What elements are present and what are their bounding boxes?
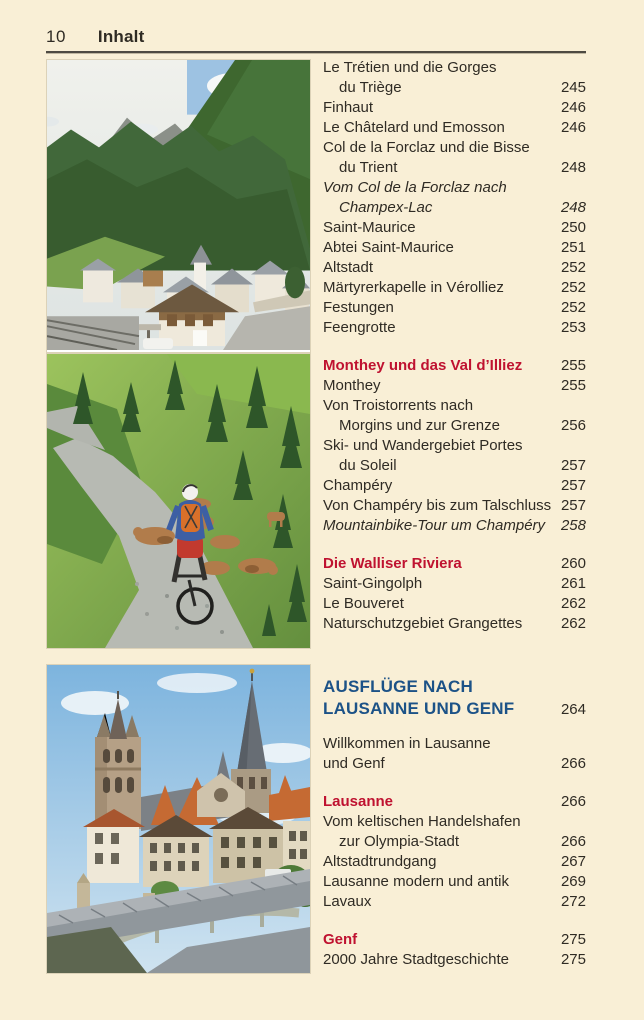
toc-entry bbox=[323, 574, 586, 594]
toc-entry-lines bbox=[323, 516, 554, 536]
toc-entry-line: du Triège bbox=[339, 79, 402, 96]
toc-entry-lines bbox=[323, 812, 554, 852]
toc-entry bbox=[323, 676, 586, 720]
toc-entry-page-number: 266 bbox=[560, 755, 586, 772]
toc-entry-page-number: 261 bbox=[560, 575, 586, 592]
toc-entry-lines bbox=[323, 574, 554, 594]
toc-entry bbox=[323, 138, 586, 178]
toc-entry-lines bbox=[323, 58, 554, 98]
toc-entry-lines bbox=[323, 356, 554, 376]
toc-entry-lines bbox=[323, 178, 554, 218]
toc-entry bbox=[323, 118, 586, 138]
toc-entry-page-number: 275 bbox=[560, 931, 586, 948]
toc-entry-page-number: 256 bbox=[560, 417, 586, 434]
toc-entry-line: Le Bouveret bbox=[323, 595, 404, 612]
toc-entry-page-number: 257 bbox=[560, 477, 586, 494]
toc-entry-page-number: 257 bbox=[560, 497, 586, 514]
toc-entry-lines bbox=[323, 614, 554, 634]
page-title: Inhalt bbox=[97, 27, 145, 46]
toc-entry-line: Monthey und das Val d’Illiez bbox=[323, 357, 523, 374]
toc-entry-line: Finhaut bbox=[323, 99, 374, 116]
toc-entry bbox=[323, 178, 586, 218]
toc-entry bbox=[323, 872, 586, 892]
toc-entry-line: 2000 Jahre Stadtgeschichte bbox=[323, 951, 509, 968]
toc-entry-page-number: 255 bbox=[560, 357, 586, 374]
folio-page-number: 10 bbox=[46, 27, 66, 46]
toc-entry-page-number: 251 bbox=[560, 239, 586, 256]
toc-entry bbox=[323, 396, 586, 436]
toc-entry-line: und Genf bbox=[323, 755, 385, 772]
toc-entry-lines bbox=[323, 98, 554, 118]
toc bbox=[323, 58, 586, 970]
toc-entry-line: du Soleil bbox=[339, 457, 397, 474]
toc-entry-page-number: 266 bbox=[560, 833, 586, 850]
toc-entry-line: Genf bbox=[323, 931, 358, 948]
toc-entry bbox=[323, 436, 586, 476]
toc-entry-page-number: 267 bbox=[560, 853, 586, 870]
toc-entry-page-number: 257 bbox=[560, 457, 586, 474]
toc-entry-lines bbox=[323, 436, 554, 476]
toc-entry-line: Abtei Saint-Maurice bbox=[323, 239, 454, 256]
toc-entry-page-number: 262 bbox=[560, 615, 586, 632]
toc-entry-line: Naturschutzgebiet Grangettes bbox=[323, 615, 523, 632]
toc-entry bbox=[323, 58, 586, 98]
toc-entry bbox=[323, 852, 586, 872]
toc-entry-page-number: 264 bbox=[560, 701, 586, 718]
toc-entry-line: Vom keltischen Handelshafen bbox=[323, 813, 521, 830]
toc-entry-page-number: 248 bbox=[560, 159, 586, 176]
toc-entry-page-number: 250 bbox=[560, 219, 586, 236]
toc-entry bbox=[323, 376, 586, 396]
toc-entry-line: Le Trétien und die Gorges bbox=[323, 59, 497, 76]
toc-entry-lines bbox=[323, 278, 554, 298]
toc-entry bbox=[323, 476, 586, 496]
header-rule bbox=[46, 27, 586, 53]
toc-entry-page-number: 252 bbox=[560, 259, 586, 276]
toc-entry-lines bbox=[323, 218, 554, 238]
toc-entry-line: Champéry bbox=[323, 477, 393, 494]
toc-entry-lines bbox=[323, 872, 554, 892]
toc-entry-lines bbox=[323, 376, 554, 396]
toc-entry-line: Mountainbike-Tour um Champéry bbox=[323, 517, 546, 534]
toc-entry-line: du Trient bbox=[339, 159, 398, 176]
toc-entry bbox=[323, 278, 586, 298]
toc-entry-line: Märtyrerkapelle in Vérolliez bbox=[323, 279, 504, 296]
toc-entry-line: Ski- und Wandergebiet Portes bbox=[323, 437, 523, 454]
toc-entry-lines bbox=[323, 852, 554, 872]
toc-entry bbox=[323, 892, 586, 912]
toc-entry-line: Altstadtrundgang bbox=[323, 853, 437, 870]
toc-entry bbox=[323, 238, 586, 258]
toc-entry-lines bbox=[323, 118, 554, 138]
toc-entry-page-number: 245 bbox=[560, 79, 586, 96]
lausanne-cathedral-and-bridge-photo bbox=[47, 665, 310, 973]
toc-entry-line: Col de la Forclaz und die Bisse bbox=[323, 139, 530, 156]
toc-entry bbox=[323, 792, 586, 812]
toc-entry-line: Lausanne bbox=[323, 793, 394, 810]
toc-entry-page-number: 246 bbox=[560, 119, 586, 136]
toc-entry bbox=[323, 554, 586, 574]
toc-entry-lines bbox=[323, 950, 554, 970]
toc-entry bbox=[323, 516, 586, 536]
toc-entry-lines bbox=[323, 258, 554, 278]
toc-entry-line: AUSFLÜGE NACH bbox=[323, 677, 473, 696]
toc-entry-page-number: 269 bbox=[560, 873, 586, 890]
toc-entry-line: Morgins und zur Grenze bbox=[339, 417, 500, 434]
toc-entry-page-number: 252 bbox=[560, 299, 586, 316]
toc-entry-line: zur Olympia-Stadt bbox=[339, 833, 460, 850]
toc-entry-page-number: 275 bbox=[560, 951, 586, 968]
toc-entry-line: LAUSANNE UND GENF bbox=[323, 699, 515, 718]
toc-entry-line: Von Champéry bis zum Talschluss bbox=[323, 497, 552, 514]
toc-entry-line: Lausanne modern und antik bbox=[323, 873, 509, 890]
toc-entry-line: Altstadt bbox=[323, 259, 374, 276]
toc-entry bbox=[323, 98, 586, 118]
toc-entry-line: Le Châtelard und Emosson bbox=[323, 119, 505, 136]
toc-entry-lines bbox=[323, 734, 554, 774]
toc-entry-line: Saint-Gingolph bbox=[323, 575, 423, 592]
toc-entry bbox=[323, 614, 586, 634]
toc-entry-lines bbox=[323, 238, 554, 258]
toc-entry bbox=[323, 950, 586, 970]
toc-entry bbox=[323, 734, 586, 774]
toc-entry-page-number: 248 bbox=[560, 199, 586, 216]
lausanne-illustration bbox=[47, 665, 310, 973]
toc-entry-lines bbox=[323, 930, 554, 950]
toc-entry bbox=[323, 496, 586, 516]
toc-entry-lines bbox=[323, 496, 554, 516]
toc-entry bbox=[323, 812, 586, 852]
toc-entry-page-number: 255 bbox=[560, 377, 586, 394]
toc-entry-line: Champex-Lac bbox=[339, 199, 433, 216]
toc-entry-line: Lavaux bbox=[323, 893, 372, 910]
toc-entry-lines bbox=[323, 554, 554, 574]
toc-entry bbox=[323, 930, 586, 950]
toc-entry-lines bbox=[323, 318, 554, 338]
toc-entry-line: Festungen bbox=[323, 299, 394, 316]
toc-entry-lines bbox=[323, 396, 554, 436]
toc-entry-line: Willkommen in Lausanne bbox=[323, 735, 491, 752]
toc-entry-lines bbox=[323, 892, 554, 912]
toc-entry-page-number: 266 bbox=[560, 793, 586, 810]
toc-entry-line: Feengrotte bbox=[323, 319, 396, 336]
toc-entry-lines bbox=[323, 298, 554, 318]
toc-entry-page-number: 258 bbox=[560, 517, 586, 534]
toc-entry-page-number: 246 bbox=[560, 99, 586, 116]
toc-entry bbox=[323, 218, 586, 238]
toc-entry-line: Monthey bbox=[323, 377, 381, 394]
photo-column bbox=[47, 60, 310, 973]
toc-entry bbox=[323, 356, 586, 376]
toc-entry-line: Die Walliser Riviera bbox=[323, 555, 462, 572]
toc-entry-page-number: 262 bbox=[560, 595, 586, 612]
toc-entry-lines bbox=[323, 138, 554, 178]
toc-entry-lines bbox=[323, 476, 554, 496]
toc-entry-page-number: 252 bbox=[560, 279, 586, 296]
toc-entry-lines bbox=[323, 594, 554, 614]
mountainbike-illustration bbox=[47, 354, 310, 648]
toc-entry bbox=[323, 298, 586, 318]
toc-entry-page-number: 260 bbox=[560, 555, 586, 572]
toc-entry-line: Von Troistorrents nach bbox=[323, 397, 474, 414]
toc-entry-line: Vom Col de la Forclaz nach bbox=[323, 179, 507, 196]
toc-entry-page-number: 253 bbox=[560, 319, 586, 336]
toc-entry bbox=[323, 258, 586, 278]
toc-entry bbox=[323, 318, 586, 338]
mountain-village-with-train-station-photo bbox=[47, 60, 310, 352]
toc-entry-line: Saint-Maurice bbox=[323, 219, 416, 236]
toc-entry-lines bbox=[323, 792, 554, 812]
toc-entry-page-number: 272 bbox=[560, 893, 586, 910]
village-illustration bbox=[47, 60, 310, 350]
mountainbiker-and-cows-on-gravel-trail-photo bbox=[47, 354, 310, 648]
toc-entry-lines bbox=[323, 676, 554, 720]
page-header bbox=[46, 27, 586, 53]
toc-entry bbox=[323, 594, 586, 614]
